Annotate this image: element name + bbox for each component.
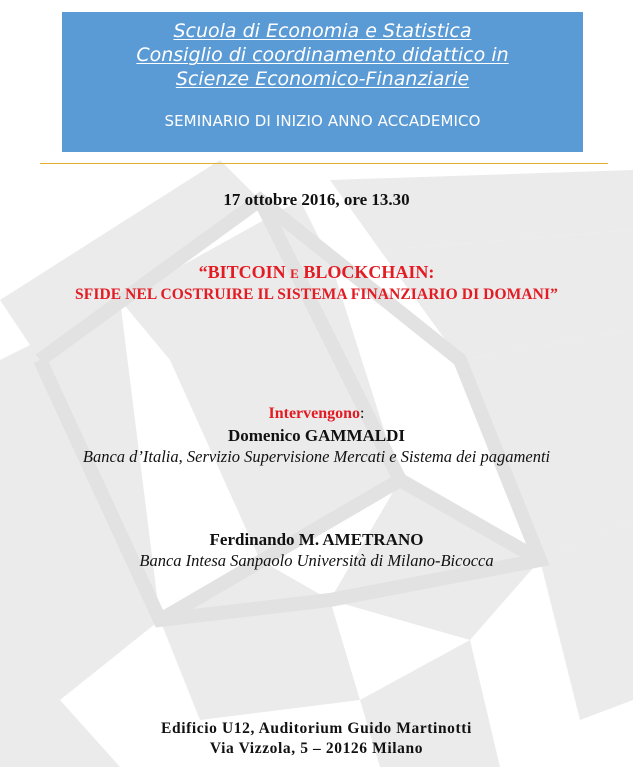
council-name-line1: Consiglio di coordinamento didattico in xyxy=(136,44,509,66)
speakers-intro-colon: : xyxy=(360,405,365,422)
seminar-label: SEMINARIO DI INIZIO ANNO ACCADEMICO xyxy=(164,112,481,130)
council-name-line2: Scienze Economico-Finanziarie xyxy=(175,68,470,90)
speakers-intro-label: Intervengono xyxy=(268,405,361,422)
speaker-affiliation: Banca Intesa Sanpaolo Università di Milano-Bicocca xyxy=(139,551,494,570)
event-date: 17 ottobre 2016, ore 13.30 xyxy=(223,190,410,209)
event-subtitle: SFIDE NEL COSTRUIRE IL SISTEMA FINANZIARIO DI DOMANI” xyxy=(75,286,558,303)
speaker-affiliation: Banca d’Italia, Servizio Supervisione Mercati e Sistema dei pagamenti xyxy=(82,447,551,466)
header-banner xyxy=(62,12,583,152)
venue-address: Via Vizzola, 5 – 20126 Milano xyxy=(209,740,424,757)
divider-line xyxy=(40,163,608,164)
speakers-intro xyxy=(0,405,633,423)
venue-building: Edificio U12, Auditorium Guido Martinotti xyxy=(161,720,472,737)
event-title-part2: BLOCKCHAIN: xyxy=(303,262,435,282)
event-title-part1: “BITCOIN xyxy=(198,262,286,282)
speaker-name: Ferdinando M. AMETRANO xyxy=(209,530,424,549)
event-title xyxy=(0,262,633,283)
event-title-connector: E xyxy=(290,266,299,281)
school-name: Scuola di Economia e Statistica xyxy=(173,20,472,42)
speaker-name: Domenico GAMMALDI xyxy=(227,426,406,445)
